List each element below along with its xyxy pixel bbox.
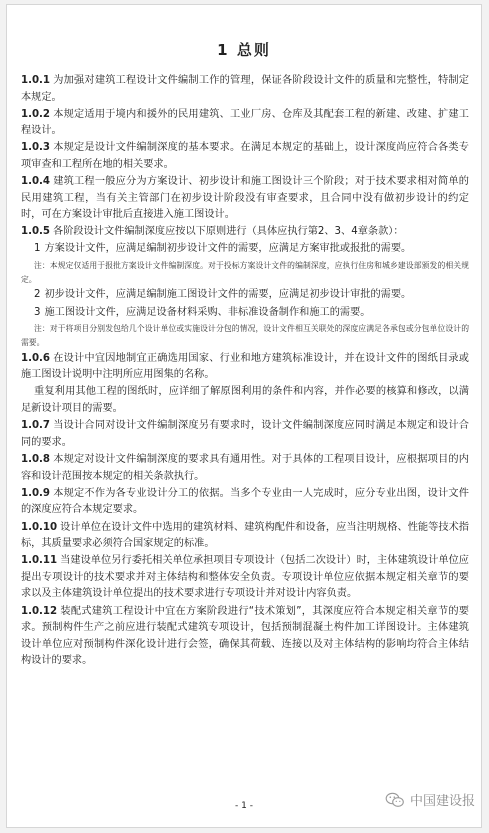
clause-text: 本规定对设计文件编制深度的要求具有通用性。对于具体的工程项目设计，应根据项目的内容和设计范围按本规定的相关条款执行。 xyxy=(21,454,469,482)
clause-note-1: 注：本规定仅适用于报批方案设计文件编制深度。对于投标方案设计文件的编制深度，应执行住房和城乡建设部颁发的相关规定。 xyxy=(21,261,469,284)
clause-number: 1.0.12 xyxy=(21,605,58,617)
clause-1-0-1 xyxy=(21,73,469,106)
clause-1-0-3 xyxy=(21,140,469,173)
clause-number: 1.0.1 xyxy=(21,75,51,86)
page-title: 1 总则 xyxy=(217,41,271,59)
clause-text: 当设计合同对设计文件编制深度另有要求时，设计文件编制深度应同时满足本规定和设计合同的要求。 xyxy=(21,420,469,449)
clause-item-2 xyxy=(21,287,469,304)
clause-text: 建筑工程一般应分为方案设计、初步设计和施工图设计三个阶段；对于技术要求相对简单的民用建筑工程，当有关主管部门在初步设计阶段没有审查要求，且合同中没有做初步设计的约定时，可在方案设计审批后直接进入施工图设计。 xyxy=(21,176,469,221)
item-text: 初步设计文件，应满足编制施工图设计文件的需要，应满足初步设计审批的需要。 xyxy=(44,289,412,301)
clause-paragraph: 重复利用其他工程的图纸时，应详细了解原图利用的条件和内容，并作必要的核算和修改，以满足新设计项目的需要。 xyxy=(21,386,469,414)
clause-text: 设计单位在设计文件中选用的建筑材料、建筑构配件和设备，应当注明规格、性能等技术指标，其质量要求必须符合国家规定的标准。 xyxy=(21,521,469,550)
clause-number: 1.0.4 xyxy=(21,176,51,188)
clause-text: 装配式建筑工程设计中宜在方案阶段进行“技术策划”，其深度应符合本规定相关章节的要求。预制构件生产之前应进行装配式建筑专项设计，包括预制混凝土构件加工详图设计。主体建筑设计单位应对预制构件深化设计进行会签，确保其荷载、连接以及对主体结构的影响均符合主体结构设计的要求。 xyxy=(21,605,469,667)
item-number: 2 xyxy=(34,289,41,301)
clause-1-0-7 xyxy=(21,418,469,451)
clause-number: 1.0.7 xyxy=(21,420,51,432)
watermark xyxy=(385,790,475,809)
clause-note-2: 注：对于将项目分别发包给几个设计单位或实施设计分包的情况，设计文件相互关联处的深度应满足各承包或分包单位设计的需要。 xyxy=(21,324,469,347)
clause-number: 1.0.5 xyxy=(21,226,51,238)
clause-1-0-6 xyxy=(21,351,469,384)
clause-text: 本规定不作为各专业设计分工的依据。当多个专业由一人完成时，应分专业出图，设计文件的深度应符合本规定要求。 xyxy=(21,487,469,516)
item-number: 1 xyxy=(34,243,41,255)
clause-number: 1.0.3 xyxy=(21,142,51,154)
clause-1-0-4 xyxy=(21,174,469,224)
clause-text: 在设计中宜因地制宜正确选用国家、行业和地方建筑标准设计，并在设计文件的图纸目录或施工图设计说明中注明所应用图集的名称。 xyxy=(21,352,469,381)
clause-1-0-10 xyxy=(21,520,469,553)
clause-number: 1.0.8 xyxy=(21,454,51,466)
watermark-text: 中国建设报 xyxy=(409,794,475,809)
clause-text: 为加强对建筑工程设计文件编制工作的管理，保证各阶段设计文件的质量和完整性，特制定本规定。 xyxy=(21,75,469,103)
clause-1-0-8 xyxy=(21,452,469,485)
clause-text: 本规定是设计文件编制深度的基本要求。在满足本规定的基础上，设计深度尚应符合各类专项审查和工程所在地的相关要求。 xyxy=(21,142,469,170)
document-body xyxy=(21,73,469,670)
document-page xyxy=(6,4,482,828)
item-number: 3 xyxy=(34,306,41,318)
clause-number: 1.0.11 xyxy=(21,555,58,567)
page-number: - 1 - xyxy=(235,801,253,811)
clause-number: 1.0.2 xyxy=(21,108,51,120)
clause-item-1 xyxy=(21,241,469,258)
clause-text: 当建设单位另行委托相关单位承担项目专项设计（包括二次设计）时，主体建筑设计单位应提出专项设计的技术要求并对主体结构和整体安全负责。专项设计单位应依据本规定相关章节的要求以及主体建筑设计单位提出的技术要求进行专项设计并对设计内容负责。 xyxy=(21,555,469,600)
item-text: 施工图设计文件，应满足设备材料采购、非标准设备制作和施工的需要。 xyxy=(44,306,371,318)
clause-number: 1.0.6 xyxy=(21,352,51,364)
clause-1-0-2 xyxy=(21,107,469,140)
clause-item-3 xyxy=(21,305,469,322)
clause-number: 1.0.9 xyxy=(21,487,51,499)
clause-1-0-12 xyxy=(21,604,469,670)
clause-1-0-9 xyxy=(21,486,469,519)
clause-text: 各阶段设计文件编制深度应按以下原则进行（具体应执行第2、3、4章条款）： xyxy=(53,226,404,238)
clause-text: 本规定适用于境内和援外的民用建筑、工业厂房、仓库及其配套工程的新建、改建、扩建工程设计。 xyxy=(21,108,469,137)
wechat-icon xyxy=(385,792,405,808)
clause-1-0-5 xyxy=(21,224,469,241)
clause-1-0-11 xyxy=(21,553,469,603)
item-text: 方案设计文件，应满足编制初步设计文件的需要，应满足方案审批或报批的需要。 xyxy=(44,243,412,255)
clause-number: 1.0.10 xyxy=(21,521,58,533)
